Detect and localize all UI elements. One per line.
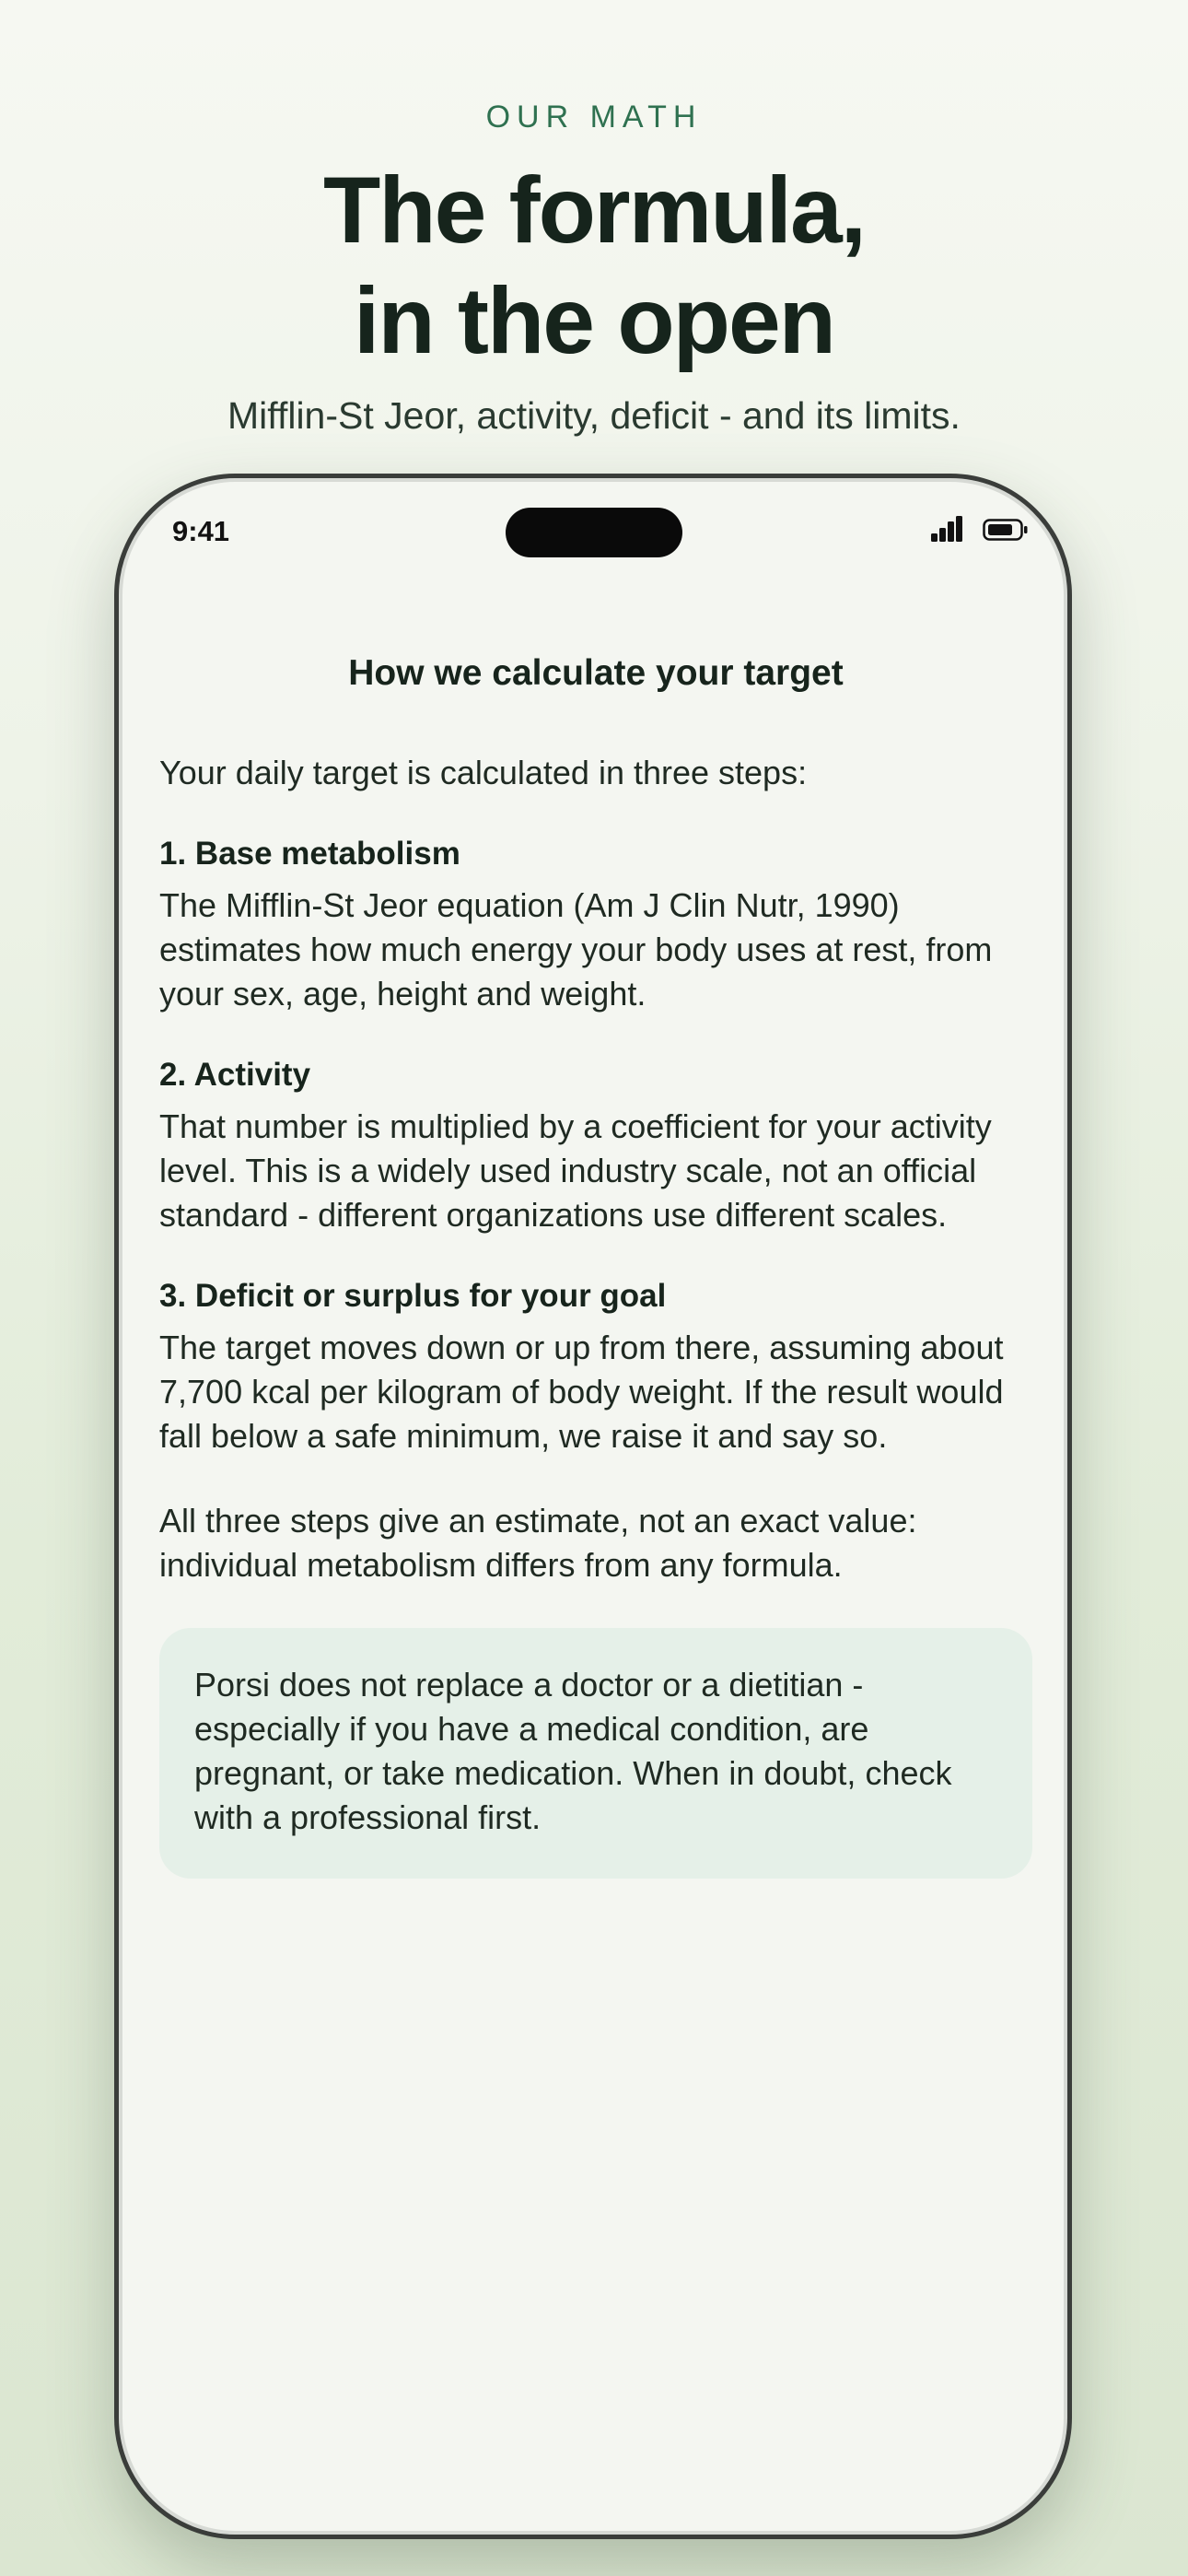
dynamic-island [506, 508, 682, 557]
step-base-metabolism [159, 836, 1032, 1016]
signal-icon [929, 515, 966, 543]
screen-content [159, 653, 1032, 1879]
headline-line-2: in the open [354, 268, 834, 373]
battery-icon [983, 519, 1029, 541]
step-body: That number is multiplied by a coefficient for your activity level. This is a widely used industry scale, not an official standard - different organizations use different scales. [159, 1107, 992, 1234]
step-heading: 1. Base metabolism [159, 836, 460, 872]
page-subtitle: Mifflin-St Jeor, activity, deficit - and its limits. [227, 394, 961, 437]
phone-frame [114, 474, 1072, 2539]
page-headline [0, 155, 1188, 376]
screen-title: How we calculate your target [348, 653, 844, 693]
status-time: 9:41 [172, 515, 230, 547]
step-heading: 2. Activity [159, 1057, 311, 1093]
step-heading: 3. Deficit or surplus for your goal [159, 1278, 667, 1314]
step-activity [159, 1057, 1032, 1237]
eyebrow-label: OUR MATH [485, 100, 703, 135]
headline-line-1: The formula, [322, 158, 866, 263]
step-deficit-surplus [159, 1278, 1032, 1458]
disclaimer-callout: Porsi does not replace a doctor or a dietitian - especially if you have a medical condition, are pregnant, or take medication. When in doubt, check with a professional first. [159, 1628, 1032, 1879]
intro-text: Your daily target is calculated in three steps: [159, 754, 808, 791]
step-body: The target moves down or up from there, assuming about 7,700 kcal per kilogram of body weight. If the result would fall below a safe minimum, we raise it and say so. [159, 1329, 1004, 1455]
closing-text: All three steps give an estimate, not an exact value: individual metabolism differs from any formula. [159, 1502, 917, 1584]
step-body: The Mifflin-St Jeor equation (Am J Clin Nutr, 1990) estimates how much energy your body uses at rest, from your sex, age, height and weight. [159, 886, 993, 1013]
